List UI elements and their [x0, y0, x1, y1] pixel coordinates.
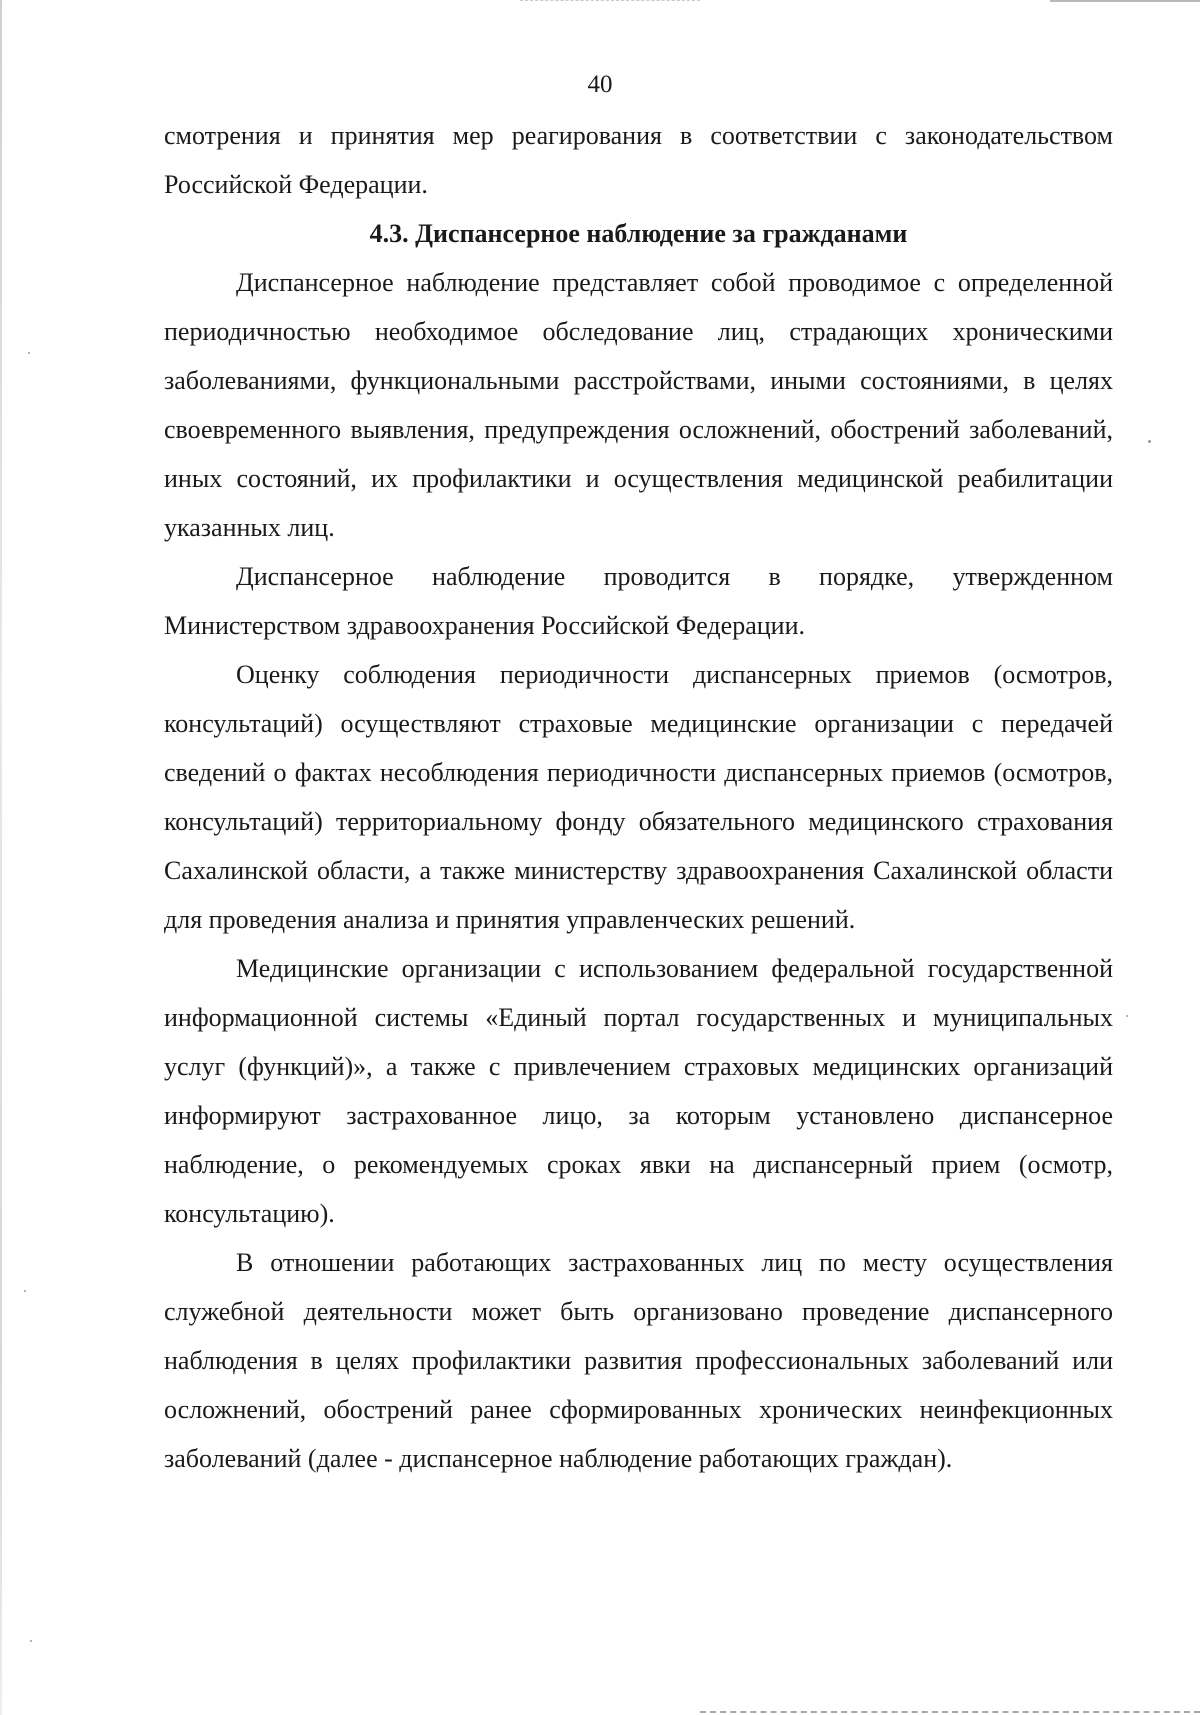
scan-speck — [30, 1640, 32, 1642]
paragraph-informing: Медицинские организации с использованием федеральной государственной информационной системы «Единый портал государственных и муниципальных услуг (функций)», а также с привлечением страховых медицинских организаций информируют застрахованное лицо, за которым установлено диспансерное наблюдение, о рекомендуемых сроках явки на диспансерный прием (осмотр, консультацию). — [164, 954, 1113, 1228]
scan-top-dash — [520, 0, 700, 2]
document-body — [164, 111, 1113, 1483]
paragraph-procedure: Диспансерное наблюдение проводится в порядке, утвержденном Министерством здравоохранения Российской Федерации. — [164, 562, 1113, 640]
scan-speck — [1126, 1015, 1128, 1017]
continuation-paragraph: смотрения и принятия мер реагирования в соответствии с законодательством Российской Федерации. — [164, 121, 1113, 199]
paragraph-assessment: Оценку соблюдения периодичности диспансерных приемов (осмотров, консультаций) осуществляют страховые медицинские организации с передачей сведений о фактах несоблюдения периодичности диспансерных приемов (осмотров, консультаций) территориальному фонду обязательного медицинского страхования Сахалинской области, а также министерству здравоохранения Сахалинской области для проведения анализа и принятия управленческих решений. — [164, 660, 1113, 934]
scan-speck — [28, 352, 30, 354]
paragraph-definition: Диспансерное наблюдение представляет собой проводимое с определенной периодичностью необходимое обследование лиц, страдающих хроническими заболеваниями, функциональными расстройствами, иными состояниями, в целях своевременного выявления, предупреждения осложнений, обострений заболеваний, иных состояний, их профилактики и осуществления медицинской реабилитации указанных лиц. — [164, 268, 1113, 542]
scan-left-edge — [0, 0, 2, 1715]
page-number: 40 — [587, 71, 613, 98]
scan-bottom-line — [700, 1711, 1200, 1715]
section-title: 4.3. Диспансерное наблюдение за гражданами — [369, 219, 908, 248]
scan-top-line — [1050, 0, 1200, 2]
scan-speck — [24, 1290, 26, 1292]
scan-speck — [1148, 440, 1151, 443]
paragraph-working-citizens: В отношении работающих застрахованных лиц по месту осуществления служебной деятельности может быть организовано проведение диспансерного наблюдения в целях профилактики развития профессиональных заболеваний или осложнений, обострений ранее сформированных хронических неинфекционных заболеваний (далее - диспансерное наблюдение работающих граждан). — [164, 1248, 1113, 1473]
